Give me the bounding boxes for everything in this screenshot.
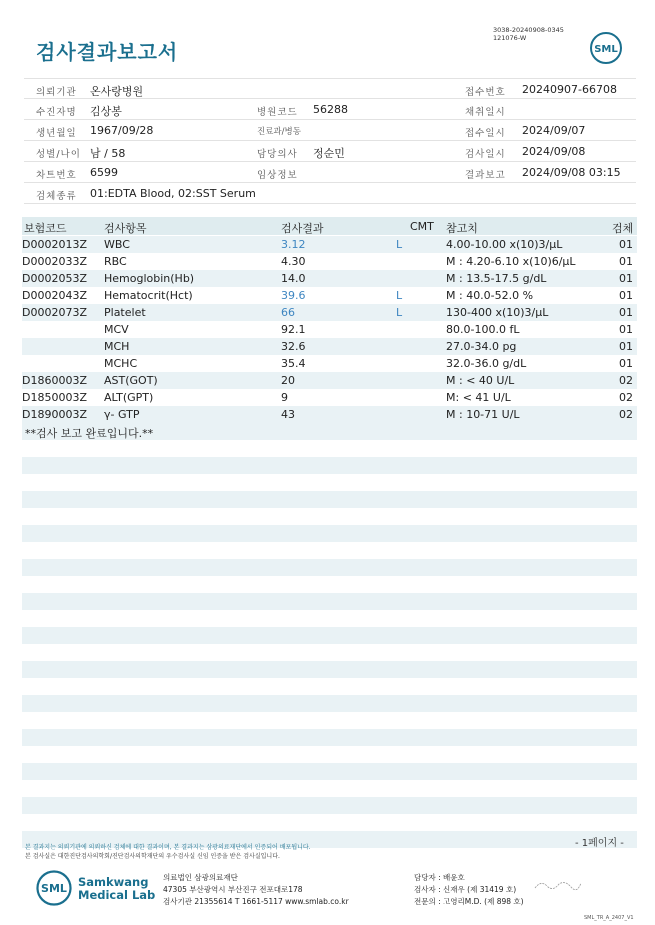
org-contact: 검사기관 21355614 T 1661-5117 www.smlab.co.kr [163, 897, 349, 906]
table-row [22, 236, 637, 253]
table-row [22, 270, 637, 287]
empty-row [22, 661, 637, 678]
row-code: D0002013Z [22, 238, 87, 251]
row-item: MCH [104, 340, 130, 353]
header-code: 보험코드 [24, 222, 67, 235]
table-row [22, 372, 637, 389]
table-row [22, 253, 637, 270]
row-result: 32.6 [281, 340, 306, 353]
info-row-hospital [24, 78, 636, 99]
notice-line-2: 본 검사실은 대한진단검사의학회/진단검사의학재단의 우수검사실 신임 인증을 받은 검사실입니다. [25, 853, 280, 860]
row-code: D0002043Z [22, 289, 87, 302]
row-specimen: 01 [619, 306, 633, 319]
sex-age-label: 성별/나이 [36, 149, 81, 160]
brand-line-2: Medical Lab [78, 888, 156, 902]
row-specimen: 01 [619, 289, 633, 302]
document-code-line2: 121076-W [493, 34, 527, 42]
staff-info [414, 872, 524, 908]
row-code: D0002073Z [22, 306, 87, 319]
row-specimen: 01 [619, 272, 633, 285]
info-row-sex-age [24, 141, 636, 162]
doctor-value: 정순민 [313, 147, 345, 160]
org-info [163, 872, 349, 908]
sml-logo-text: SML [594, 44, 618, 55]
row-result: 20 [281, 374, 295, 387]
receipt-date-label: 접수일시 [465, 128, 506, 139]
empty-row [22, 593, 637, 610]
empty-row [22, 559, 637, 576]
signature-icon [533, 878, 583, 892]
row-cmt: L [396, 289, 403, 302]
brand-line-1: Samkwang [78, 875, 149, 889]
hospital-value: 온사랑병원 [90, 85, 144, 98]
row-result: 43 [281, 408, 295, 421]
page-number: - 1페이지 - [575, 838, 624, 849]
sml-footer-logo-text: SML [41, 882, 67, 895]
table-row [22, 321, 637, 338]
dept-label: 진료과/병동 [257, 127, 301, 137]
table-row [22, 287, 637, 304]
row-cmt: L [396, 238, 403, 251]
row-result: 3.12 [281, 238, 306, 251]
row-specimen: 02 [619, 374, 633, 387]
staff-specialist: 전문의 : 고영리M.D. (제 898 호) [414, 897, 524, 906]
header-item: 검사항목 [104, 222, 147, 235]
org-name: 의료법인 삼광의료재단 [163, 873, 238, 882]
row-code: D1890003Z [22, 408, 87, 421]
dob-value: 1967/09/28 [90, 124, 154, 137]
row-result: 92.1 [281, 323, 306, 336]
sex-age-value: 남 / 58 [90, 147, 126, 160]
completion-note: **검사 보고 완료입니다.** [25, 427, 154, 440]
report-value: 2024/09/08 03:15 [522, 166, 621, 179]
row-item: MCV [104, 323, 129, 336]
row-ref: M : < 40 U/L [446, 374, 515, 387]
empty-row [22, 729, 637, 746]
staff-tester: 검사자 : 신재우 (제 31419 호) [414, 885, 517, 894]
row-specimen: 01 [619, 255, 633, 268]
info-row-dob [24, 120, 636, 141]
row-result: 66 [281, 306, 295, 319]
row-ref: M : 13.5-17.5 g/dL [446, 272, 547, 285]
row-code: D0002053Z [22, 272, 87, 285]
row-specimen: 02 [619, 391, 633, 404]
empty-row [22, 797, 637, 814]
patient-value: 김상봉 [90, 105, 122, 118]
empty-row [22, 695, 637, 712]
specimen-label: 검체종류 [36, 191, 77, 202]
row-item: WBC [104, 238, 130, 251]
row-item: RBC [104, 255, 127, 268]
row-specimen: 01 [619, 323, 633, 336]
empty-row [22, 525, 637, 542]
table-row [22, 304, 637, 321]
row-ref: 27.0-34.0 pg [446, 340, 517, 353]
empty-row [22, 491, 637, 508]
row-ref: 130-400 x(10)3/μL [446, 306, 549, 319]
test-date-value: 2024/09/08 [522, 145, 586, 158]
table-row [22, 406, 637, 423]
row-code: D1860003Z [22, 374, 87, 387]
form-code: SML_TR_A_2407_V1 [584, 915, 634, 921]
row-ref: M : 40.0-52.0 % [446, 289, 534, 302]
info-row-patient [24, 99, 636, 120]
document-title: 검사결과보고서 [36, 40, 179, 64]
row-result: 35.4 [281, 357, 306, 370]
specimen-value: 01:EDTA Blood, 02:SST Serum [90, 187, 256, 200]
empty-row [22, 763, 637, 780]
report-label: 결과보고 [465, 170, 506, 181]
document-code-line1: 3038-20240908-0345 [493, 26, 564, 34]
header-cmt: CMT [410, 220, 434, 233]
receipt-date-value: 2024/09/07 [522, 124, 586, 137]
row-item: Platelet [104, 306, 146, 319]
header-ref: 참고치 [446, 222, 478, 235]
table-row [22, 338, 637, 355]
document-code [493, 26, 564, 42]
row-code: D1850003Z [22, 391, 87, 404]
row-ref: M : 10-71 U/L [446, 408, 520, 421]
brand-name [78, 876, 155, 902]
row-ref: M : 4.20-6.10 x(10)6/μL [446, 255, 576, 268]
info-row-chart [24, 162, 636, 183]
table-row [22, 355, 637, 372]
row-specimen: 02 [619, 408, 633, 421]
info-row-specimen [24, 183, 636, 204]
row-ref: M: < 41 U/L [446, 391, 511, 404]
collection-label: 채취일시 [465, 107, 506, 118]
row-item: AST(GOT) [104, 374, 158, 387]
results-table-header [22, 217, 637, 235]
staff-manager: 담당자 : 배윤호 [414, 873, 465, 882]
hospital-label: 의뢰기관 [36, 87, 77, 98]
sml-logo-icon [590, 32, 622, 64]
receipt-no-label: 접수번호 [465, 87, 506, 98]
row-ref: 80.0-100.0 fL [446, 323, 520, 336]
chart-label: 차트번호 [36, 170, 77, 181]
notice-line-1: 본 결과지는 의뢰기관에 의뢰하신 검체에 대한 결과이며, 본 결과지는 삼광의료재단에서 인증되어 배포됩니다. [25, 844, 311, 851]
row-result: 39.6 [281, 289, 306, 302]
row-item: MCHC [104, 357, 138, 370]
row-result: 14.0 [281, 272, 306, 285]
dob-label: 생년월일 [36, 128, 77, 139]
receipt-no-value: 20240907-66708 [522, 83, 617, 96]
row-item: γ- GTP [104, 408, 140, 421]
row-result: 4.30 [281, 255, 306, 268]
sml-footer-logo-icon [36, 870, 72, 906]
table-row [22, 389, 637, 406]
chart-value: 6599 [90, 166, 118, 179]
row-item: Hemoglobin(Hb) [104, 272, 195, 285]
empty-row [22, 457, 637, 474]
row-cmt: L [396, 306, 403, 319]
clinical-label: 임상정보 [257, 170, 298, 181]
hospital-code-label: 병원코드 [257, 107, 298, 118]
row-ref: 32.0-36.0 g/dL [446, 357, 527, 370]
row-specimen: 01 [619, 357, 633, 370]
row-item: Hematocrit(Hct) [104, 289, 193, 302]
row-ref: 4.00-10.00 x(10)3/μL [446, 238, 563, 251]
header-specimen: 검체 [612, 222, 634, 235]
row-code: D0002033Z [22, 255, 87, 268]
test-date-label: 검사일시 [465, 149, 506, 160]
hospital-code-value: 56288 [313, 103, 348, 116]
row-specimen: 01 [619, 238, 633, 251]
org-address: 47305 부산광역시 부산진구 전포대로178 [163, 885, 303, 894]
row-specimen: 01 [619, 340, 633, 353]
row-item: ALT(GPT) [104, 391, 154, 404]
empty-row [22, 627, 637, 644]
doctor-label: 담당의사 [257, 149, 298, 160]
row-result: 9 [281, 391, 288, 404]
header-result: 검사결과 [281, 222, 324, 235]
patient-label: 수진자명 [36, 107, 77, 118]
